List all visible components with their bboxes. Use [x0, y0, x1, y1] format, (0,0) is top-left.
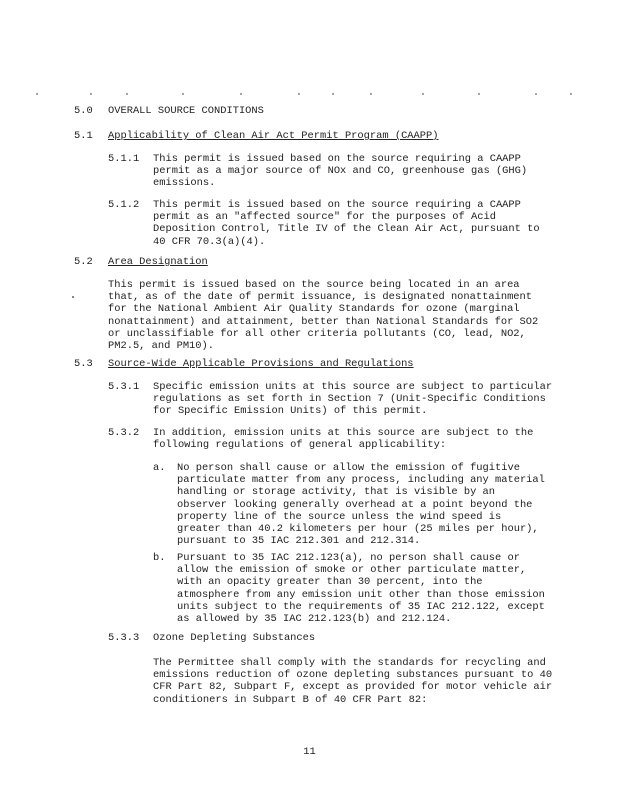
section-title: OVERALL SOURCE CONDITIONS: [108, 105, 264, 117]
item-number: 5.3.1: [108, 381, 140, 393]
item-title: Ozone Depleting Substances: [153, 632, 316, 644]
scan-dots: [30, 93, 590, 97]
text-line: This permit is issued based on the source being located in an area: [108, 279, 520, 291]
subsection-title: Source-Wide Applicable Provisions and Regulations: [108, 358, 414, 370]
text-line: property line of the source unless the wind speed is: [177, 510, 502, 523]
item-number: 5.1.1: [108, 153, 140, 165]
text-line: that, as of the date of permit issuance, is designated nonattainment: [108, 291, 533, 304]
page-number: 11: [303, 746, 316, 758]
text-line: handling or storage activity, that is visible by an: [177, 486, 496, 499]
subitem-paragraph: [177, 462, 545, 547]
text-line: Deposition Control, Title IV of the Clean Air Act, pursuant to: [153, 223, 540, 236]
text-line: permit as a major source of NOx and CO, greenhouse gas (GHG): [153, 165, 528, 178]
subitem-paragraph: [177, 552, 545, 625]
subsection-title: Applicability of Clean Air Act Permit Program (CAAPP): [108, 130, 439, 142]
text-line: Specific emission units at this source are subject to particular: [153, 381, 553, 393]
text-line: regulations as set forth in Section 7 (Unit-Specific Conditions: [153, 393, 546, 406]
text-line: for the National Ambient Air Quality Standards for ozone (marginal: [108, 303, 520, 316]
item-number: 5.1.2: [108, 199, 140, 211]
text-line: observer looking generally overhead at a point beyond the: [177, 498, 533, 511]
item-paragraph: [153, 657, 552, 706]
text-line: as allowed by 35 IAC 212.123(b) and 212.124.: [177, 613, 452, 626]
text-line: following regulations of general applicability:: [153, 439, 447, 452]
item-paragraph: [153, 153, 527, 190]
text-line: This permit is issued based on the source requiring a CAAPP: [153, 153, 521, 165]
subsection-number: 5.2: [74, 256, 93, 268]
subsection-number: 5.3: [74, 358, 93, 370]
text-line: greater than 40.2 kilometers per hour (25 miles per hour),: [177, 523, 539, 536]
text-line: CFR Part 82, Subpart F, except as provided for motor vehicle air: [153, 681, 553, 694]
item-number: 5.3.3: [108, 632, 140, 644]
text-line: pursuant to 35 IAC 212.301 and 212.314.: [177, 535, 421, 548]
text-line: for Specific Emission Units) of this permit.: [153, 405, 428, 418]
scan-dot: [72, 296, 74, 298]
text-line: allow the emission of smoke or other particulate matter,: [177, 564, 527, 577]
subitem-label: b.: [153, 552, 166, 564]
subitem-label: a.: [153, 462, 166, 474]
area-paragraph: [108, 279, 538, 352]
item-number: 5.3.2: [108, 427, 140, 439]
text-line: atmosphere from any emission unit other than those emission: [177, 588, 545, 601]
text-line: or unclassifiable for all other criteria pollutants (CO, lead, NO2,: [108, 327, 526, 340]
item-paragraph: [153, 381, 552, 418]
subsection-title: Area Designation: [108, 256, 208, 268]
text-line: permit as an "affected source" for the purposes of Acid: [153, 211, 496, 224]
text-line: with an opacity greater than 30 percent, into the: [177, 576, 483, 589]
text-line: In addition, emission units at this source are subject to the: [153, 427, 534, 439]
text-line: PM2.5, and PM10).: [108, 340, 215, 353]
section-number: 5.0: [74, 105, 93, 117]
text-line: This permit is issued based on the source requiring a CAAPP: [153, 199, 521, 211]
text-line: The Permittee shall comply with the standards for recycling and: [153, 657, 546, 669]
text-line: emissions reduction of ozone depleting substances pursuant to 40: [153, 669, 553, 682]
item-paragraph: [153, 427, 533, 451]
text-line: No person shall cause or allow the emission of fugitive: [177, 462, 520, 474]
text-line: conditioners in Subpart B of 40 CFR Part 82:: [153, 693, 428, 706]
text-line: emissions.: [153, 177, 216, 190]
subsection-number: 5.1: [74, 130, 93, 142]
text-line: Pursuant to 35 IAC 212.123(a), no person shall cause or: [177, 552, 520, 564]
text-line: particulate matter from any process, including any material: [177, 474, 545, 487]
text-line: 40 CFR 70.3(a)(4).: [153, 235, 266, 248]
text-line: nonattainment) and attainment, better than National Standards for SO2: [108, 315, 539, 328]
item-paragraph: [153, 199, 540, 248]
text-line: units subject to the requirements of 35 IAC 212.122, except: [177, 600, 545, 613]
